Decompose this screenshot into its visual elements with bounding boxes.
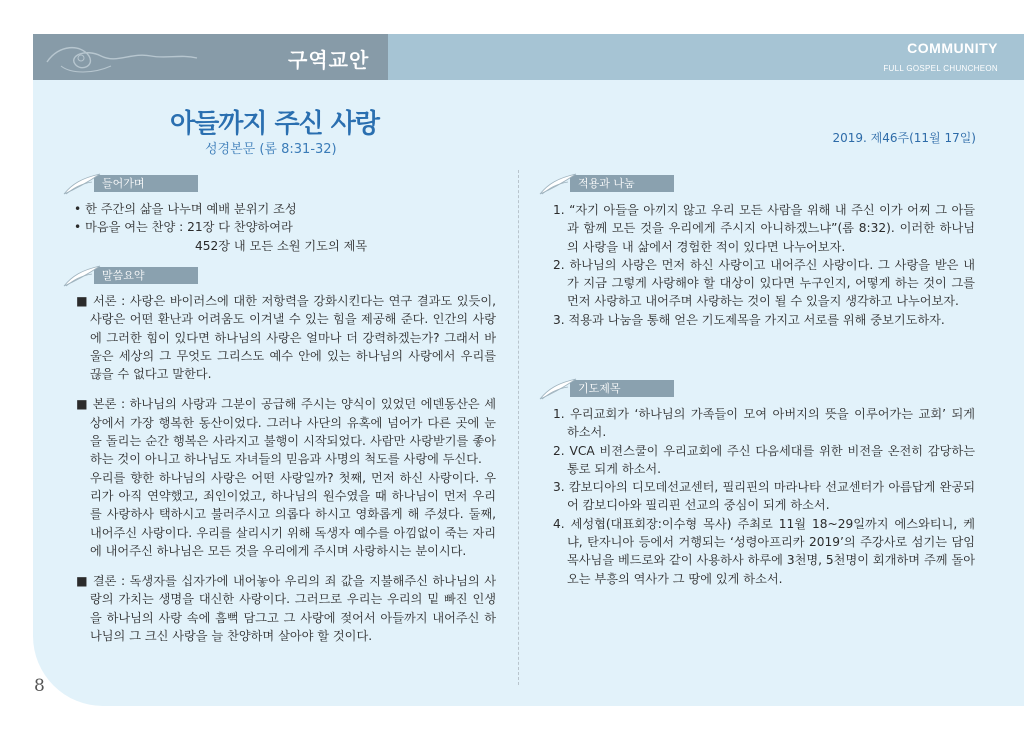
summary-body-paragraph: ■ 본론 : 하나님의 사랑과 그분이 공급해 주시는 양식이 있었던 에덴동산은 세상에서 가장 행복한 동산이었다. 그러나 사단의 유혹에 넘어가 다른 곳에 눈을 돌리는 순간 행복은 사라지고 불행이 시작되었다. 사람만 사랑받기를 좋아하는 것이 아니고 하나님도 자녀들의 믿음과 사명의 척도를 사랑에 두신다. [76,397,496,467]
leaf-icon [538,170,578,196]
intro-list [74,200,494,255]
list-item: 4. 세성협(대표회장:이수형 목사) 주최로 11월 18~29일까지 에스와티니, 케냐, 탄자니아 등에서 거행되는 ‘성령아프리카 2019’의 주강사로 섬기는 담임목사님을 베드로와 같이 사용하사 하루에 3천명, 5천명이 회개하며 주께 돌아오는 부흥의 역사가 그 땅에 있게 하소서. [553,516,975,586]
summary-conclusion-paragraph: ■ 결론 : 독생자를 십자가에 내어놓아 우리의 죄 값을 지불해주신 하나님의 사랑의 가치는 생명을 대신한 사랑이다. 그러므로 우리는 우리의 밑 빠진 인생을 하나님의 사랑 속에 흠뻑 담그고 그 사랑에 젖어서 아들까지 내어주신 하나님의 그 크신 사랑을 늘 찬양하며 살아야 할 것이다. [76,574,496,644]
section-header-prayer [538,377,674,399]
list-item: 2. VCA 비젼스쿨이 우리교회에 주신 다음세대를 위한 비전을 온전히 감당하는 통로 되게 하소서. [553,443,975,476]
section-heading: 기도제목 [570,380,674,397]
list-item: 2. 하나님의 사랑은 먼저 하신 사랑이고 내어주신 사랑이다. 그 사랑을 받은 내가 지금 그렇게 사랑해야 할 대상이 있다면 누구인지, 어떻게 하는 것이 그를 먼저 사랑하고 내어주며 사랑하는 것이 될 수 있을지 생각하고 나누어보자. [553,257,975,309]
scripture-reference: 성경본문 (롬 8:31-32) [205,142,337,157]
summary-intro-paragraph: ■ 서론 : 사랑은 바이러스에 대한 저항력을 강화시킨다는 연구 결과도 있듯이, 사랑은 어떤 환난과 어려움도 이겨낼 수 있는 힘을 제공해 준다. 인간의 사랑에 그러한 힘이 있다면 하나님의 사랑은 얼마나 더 강력하겠는가? 그래서 바울은 세상의 그 무엇도 그리스도 예수 안에 있는 하나님의 사랑에서 우리를 끊을 수 없다고 말한다. [76,294,496,382]
brand-sublabel: FULL GOSPEL CHUNCHEON [883,64,998,73]
prayer-list [553,405,975,588]
section-heading: 말씀요약 [94,267,198,284]
section-heading: 들어가며 [94,175,198,192]
list-item: • 마음을 여는 찬양 : 21장 다 찬양하여라 [74,220,293,235]
leaf-icon [538,375,578,401]
section-header-summary [62,264,198,286]
list-item: • 한 주간의 삶을 나누며 예배 분위기 조성 [74,202,297,216]
list-item: 3. 캄보디아의 디모데선교센터, 필리핀의 마라나타 선교센터가 아름답게 완공되어 캄보디아와 필리핀 선교의 중심이 되게 하소서. [553,480,975,513]
brand-label: COMMUNITY [907,40,998,56]
lesson-title: 아들까지 주신 사랑 [170,109,380,139]
summary-body-paragraph-2: 우리를 향한 하나님의 사랑은 어떤 사랑일까? 첫째, 먼저 하신 사랑이다. 우리가 아직 연약했고, 죄인이었고, 하나님의 원수였을 때 하나님이 먼저 우리를 사랑하사 택하시고 불러주시고 의롭다 하시고 영화롭게 해 주셨다. 둘째, 내어주신 사랑이다. 우리를 살리시기 위해 독생자 예수를 아낌없이 죽는 자리에 내어주신 하나님은 모든 것을 우리에게 주시며 사랑하시는 분이시다. [90,470,496,558]
section-title: 구역교안 [288,48,370,72]
list-item: 452장 내 모든 소원 기도의 제목 [195,238,368,253]
list-item: 3. 적용과 나눔을 통해 얻은 기도제목을 가지고 서로를 위해 중보기도하자. [553,312,945,327]
section-header-intro [62,172,198,194]
leaf-icon [62,170,102,196]
lesson-date: 2019. 제46주(11월 17일) [832,131,976,145]
leaf-icon [62,262,102,288]
column-divider [518,170,519,685]
list-item: 1. “자기 아들을 아끼지 않고 우리 모든 사람을 위해 내 주신 이가 어찌 그 아들과 함께 모든 것을 우리에게 주시지 아니하겠느냐”(롬 8:32). 이러한 하나님의 사랑을 내 삶에서 경험한 적이 있다면 나누어보자. [553,203,975,254]
summary-text [76,292,496,645]
section-header-apply [538,172,674,194]
page-number: 8 [34,676,45,696]
list-item: 1. 우리교회가 ‘하나님의 가족들이 모여 아버지의 뜻을 이루어가는 교회’ 되게 하소서. [553,407,975,440]
apply-list [553,201,975,329]
ornament-swirl-icon [41,38,201,76]
section-heading: 적용과 나눔 [570,175,674,192]
